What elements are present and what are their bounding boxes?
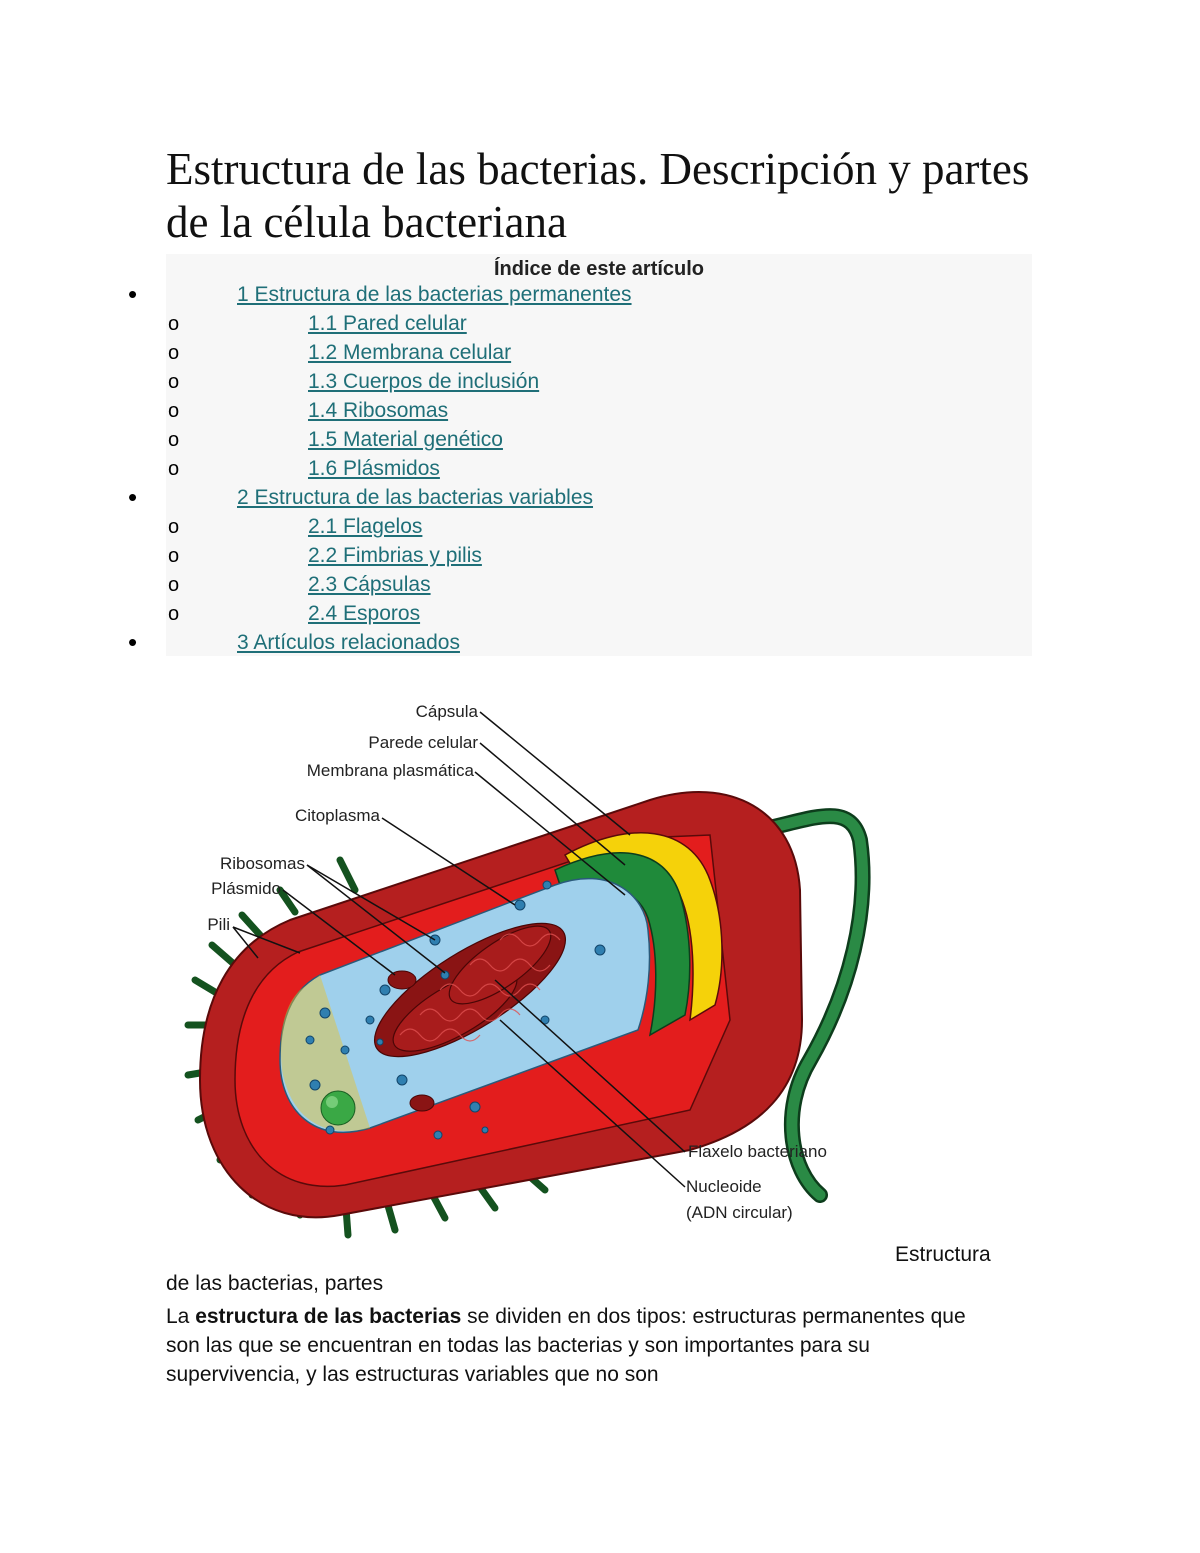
bullet-circle-icon: o xyxy=(168,371,180,393)
toc-item xyxy=(166,427,1166,455)
toc-item xyxy=(128,627,1166,658)
toc-item xyxy=(166,572,1166,600)
toc-link[interactable]: 2.4 Esporos xyxy=(308,602,421,625)
label-pili: Pili xyxy=(207,915,230,934)
bullet-circle-icon: o xyxy=(168,545,180,567)
label-ribosomas: Ribosomas xyxy=(219,854,305,873)
toc-item xyxy=(128,482,1166,513)
bullet-circle-icon: o xyxy=(168,342,180,364)
label-plasmido: Plásmido xyxy=(211,879,281,898)
label-membrana-plasmatica: Membrana plasmática xyxy=(306,761,474,780)
table-of-contents xyxy=(128,254,1032,657)
toc-item xyxy=(166,456,1166,484)
toc-link[interactable]: 1.6 Plásmidos xyxy=(308,457,440,480)
bullet-circle-icon: o xyxy=(168,429,180,451)
bullet-circle-icon: o xyxy=(168,574,180,596)
bullet-circle-icon: o xyxy=(168,313,180,335)
toc-item xyxy=(166,601,1166,629)
bullet-disc-icon: • xyxy=(128,482,138,512)
intro-paragraph xyxy=(166,1302,996,1389)
toc-link[interactable]: 1.4 Ribosomas xyxy=(308,399,449,422)
label-citoplasma: Citoplasma xyxy=(294,806,380,825)
toc-link[interactable]: 1.5 Material genético xyxy=(308,428,503,451)
toc-link[interactable]: 2.3 Cápsulas xyxy=(308,573,431,596)
bullet-disc-icon: • xyxy=(128,279,138,309)
label-capsula: Cápsula xyxy=(415,702,478,721)
bullet-circle-icon: o xyxy=(168,516,180,538)
toc-item xyxy=(166,340,1166,368)
toc-item xyxy=(128,279,1166,310)
bullet-circle-icon: o xyxy=(168,400,180,422)
label-nucleoide: Nucleoide xyxy=(686,1177,762,1196)
toc-link[interactable]: 1.2 Membrana celular xyxy=(308,341,512,364)
bullet-disc-icon: • xyxy=(128,627,138,657)
toc-item xyxy=(166,369,1166,397)
toc-link[interactable]: 1.1 Pared celular xyxy=(308,312,467,335)
toc-link[interactable]: 1.3 Cuerpos de inclusión xyxy=(308,370,540,393)
toc-item xyxy=(166,543,1166,571)
toc-item xyxy=(166,514,1166,542)
paragraph-start: La xyxy=(166,1305,196,1328)
toc-item xyxy=(166,311,1166,339)
toc-link[interactable]: 2 Estructura de las bacterias variables xyxy=(237,486,594,509)
page-title: Estructura de las bacterias. Descripción y partes de la célula bacteriana xyxy=(166,144,1030,247)
toc-link[interactable]: 1 Estructura de las bacterias permanentes xyxy=(237,283,632,306)
figure-caption-start: Estructura xyxy=(895,1243,991,1266)
toc-heading: Índice de este artículo xyxy=(493,258,705,280)
label-adn-circular: (ADN circular) xyxy=(686,1203,793,1222)
paragraph-rest: se dividen en dos tipos: estructuras permanentes que son las que se encuentran en todas las bacterias y son importantes para su supervivencia, y las estructuras variables que no son xyxy=(166,1305,966,1386)
paragraph-bold: estructura de las bacterias xyxy=(195,1305,462,1328)
label-parede-celular: Parede celular xyxy=(368,733,478,752)
figure-caption-end: de las bacterias, partes xyxy=(166,1272,384,1295)
toc-link[interactable]: 3 Artículos relacionados xyxy=(237,631,460,654)
label-flaxelo-bacteriano: Flaxelo bacteriano xyxy=(688,1142,827,1161)
bullet-circle-icon: o xyxy=(168,458,180,480)
toc-item xyxy=(166,398,1166,426)
toc-link[interactable]: 2.2 Fimbrias y pilis xyxy=(308,544,482,567)
bullet-circle-icon: o xyxy=(168,603,180,625)
toc-link[interactable]: 2.1 Flagelos xyxy=(308,515,423,538)
bacteria-diagram xyxy=(170,690,880,1250)
